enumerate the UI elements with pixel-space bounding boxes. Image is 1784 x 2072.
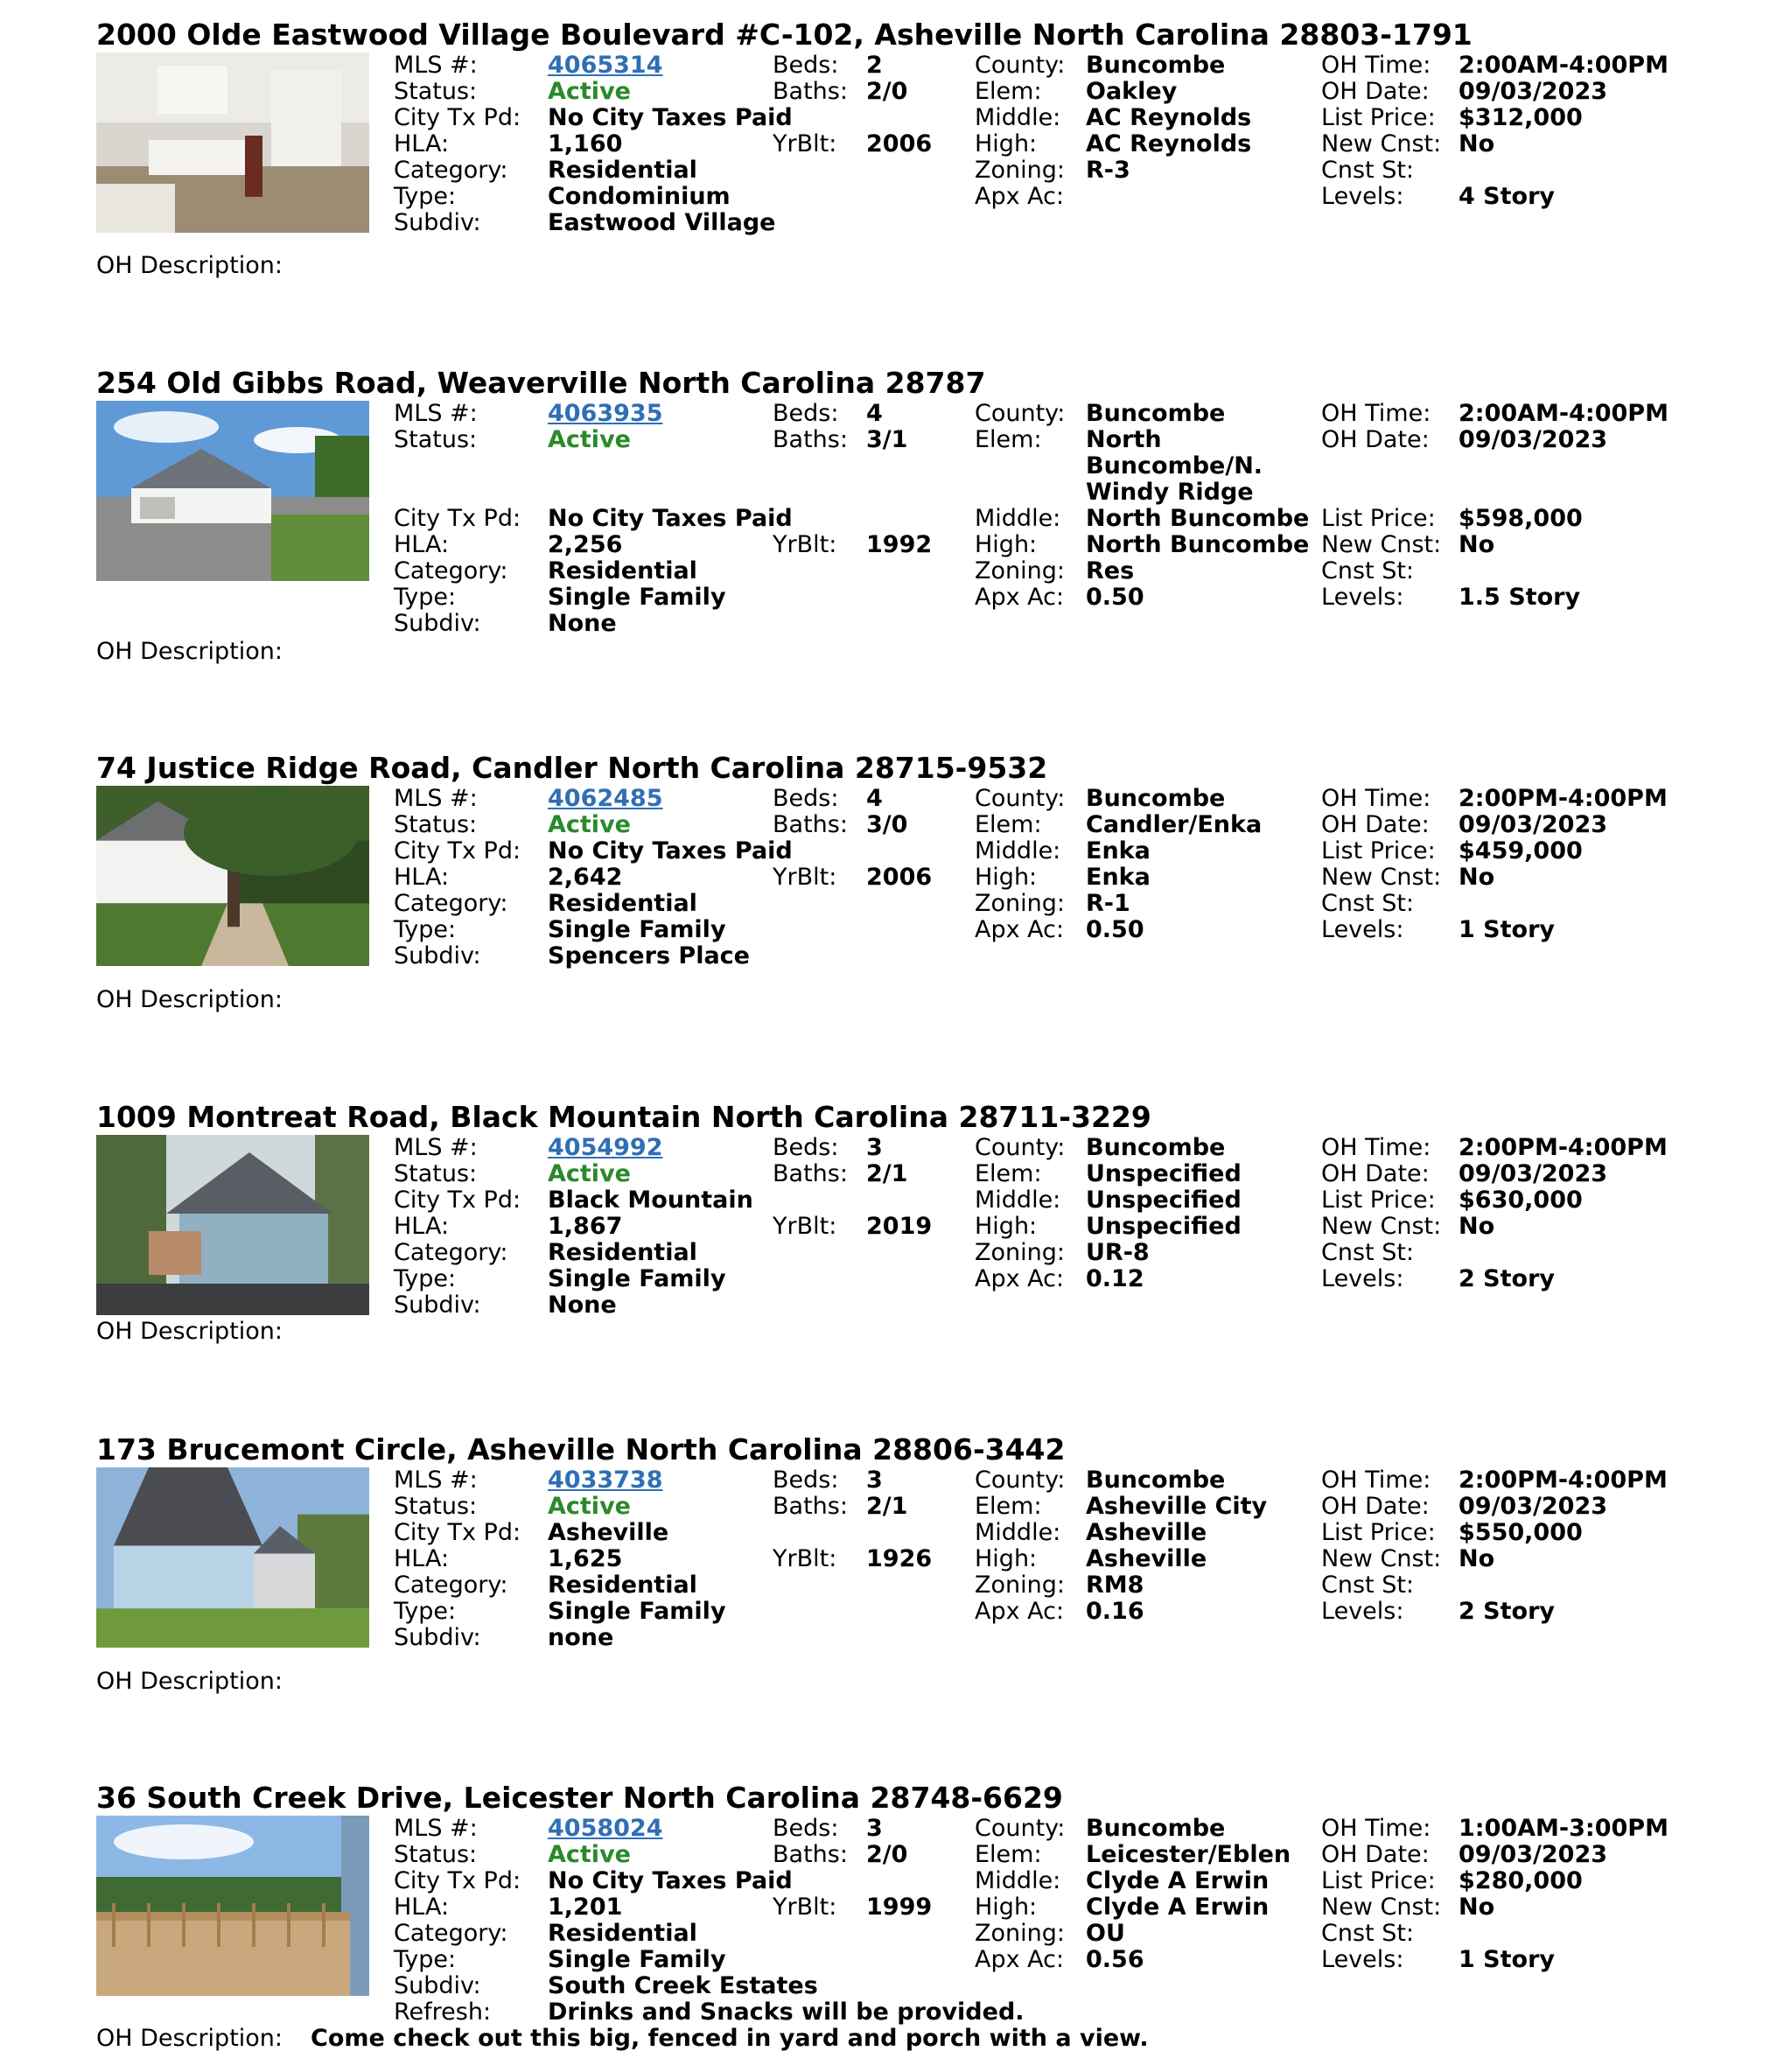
city-tx-value: Asheville xyxy=(548,1519,669,1546)
status-label: Status: xyxy=(394,426,478,453)
hla-value: 1,201 xyxy=(548,1894,623,1921)
baths-value: 2/0 xyxy=(866,78,908,105)
oh-time-value: 2:00PM-4:00PM xyxy=(1459,785,1668,812)
list-price-value: $312,000 xyxy=(1459,104,1583,131)
status-label: Status: xyxy=(394,1841,478,1868)
list-price-label: List Price: xyxy=(1321,1186,1436,1214)
subdiv-value: None xyxy=(548,1292,617,1319)
oh-time-label: OH Time: xyxy=(1321,1815,1431,1842)
category-value: Residential xyxy=(548,1920,697,1947)
yrblt-value: 2019 xyxy=(866,1213,933,1240)
levels-label: Levels: xyxy=(1321,584,1404,611)
oh-description-label: OH Description: xyxy=(96,252,283,279)
elem-value: Leicester/Eblen xyxy=(1086,1841,1291,1868)
subdiv-value: South Creek Estates xyxy=(548,1972,818,1999)
oh-date-value: 09/03/2023 xyxy=(1459,811,1608,838)
status-value: Active xyxy=(548,1841,631,1868)
oh-description xyxy=(96,253,283,279)
mls-label: MLS #: xyxy=(394,1466,478,1494)
zoning-value: OU xyxy=(1086,1920,1125,1947)
levels-value: 1.5 Story xyxy=(1459,584,1581,611)
type-label: Type: xyxy=(394,916,457,943)
new-cnst-value: No xyxy=(1459,130,1495,158)
cnst-st-label: Cnst St: xyxy=(1321,1239,1415,1266)
zoning-label: Zoning: xyxy=(975,1920,1065,1947)
category-value: Residential xyxy=(548,1572,697,1599)
levels-value: 2 Story xyxy=(1459,1265,1556,1292)
city-tx-value: No City Taxes Paid xyxy=(548,104,793,131)
listing-photo[interactable] xyxy=(96,786,369,966)
listing xyxy=(96,18,1706,285)
oh-date-label: OH Date: xyxy=(1321,426,1430,453)
subdiv-value: None xyxy=(548,610,617,637)
listing xyxy=(96,751,1706,1018)
hla-label: HLA: xyxy=(394,1894,450,1921)
high-label: High: xyxy=(975,130,1038,158)
city-tx-label: City Tx Pd: xyxy=(394,1867,521,1894)
baths-label: Baths: xyxy=(773,1841,848,1868)
category-label: Category: xyxy=(394,557,508,584)
beds-label: Beds: xyxy=(773,785,839,812)
new-cnst-value: No xyxy=(1459,1213,1495,1240)
mls-link[interactable]: 4054992 xyxy=(548,1134,663,1161)
middle-value: Unspecified xyxy=(1086,1186,1242,1214)
type-value: Single Family xyxy=(548,1598,726,1625)
new-cnst-label: New Cnst: xyxy=(1321,1213,1442,1240)
city-tx-label: City Tx Pd: xyxy=(394,837,521,864)
zoning-label: Zoning: xyxy=(975,890,1065,917)
oh-description xyxy=(96,639,283,665)
yrblt-value: 2006 xyxy=(866,864,933,891)
elem-label: Elem: xyxy=(975,1493,1042,1520)
city-tx-value: No City Taxes Paid xyxy=(548,1867,793,1894)
middle-label: Middle: xyxy=(975,104,1061,131)
elem-label: Elem: xyxy=(975,78,1042,105)
oh-time-label: OH Time: xyxy=(1321,52,1431,79)
zoning-label: Zoning: xyxy=(975,1239,1065,1266)
category-label: Category: xyxy=(394,1239,508,1266)
oh-date-value: 09/03/2023 xyxy=(1459,1841,1608,1868)
high-label: High: xyxy=(975,864,1038,891)
hla-value: 2,642 xyxy=(548,864,623,891)
status-value: Active xyxy=(548,78,631,105)
middle-label: Middle: xyxy=(975,1867,1061,1894)
middle-value: Asheville xyxy=(1086,1519,1207,1546)
mls-link[interactable]: 4033738 xyxy=(548,1466,663,1494)
county-label: County: xyxy=(975,52,1066,79)
listing-address: 2000 Olde Eastwood Village Boulevard #C-102, Asheville North Carolina 28803-1791 xyxy=(96,18,1473,52)
cnst-st-label: Cnst St: xyxy=(1321,157,1415,184)
beds-value: 2 xyxy=(866,52,883,79)
city-tx-label: City Tx Pd: xyxy=(394,1519,521,1546)
baths-value: 2/1 xyxy=(866,1493,908,1520)
oh-date-value: 09/03/2023 xyxy=(1459,1160,1608,1187)
oh-description-label: OH Description: xyxy=(96,1668,283,1695)
cnst-st-label: Cnst St: xyxy=(1321,1920,1415,1947)
levels-label: Levels: xyxy=(1321,1946,1404,1973)
status-label: Status: xyxy=(394,811,478,838)
apx-ac-value: 0.50 xyxy=(1086,584,1144,611)
oh-date-label: OH Date: xyxy=(1321,811,1430,838)
city-tx-label: City Tx Pd: xyxy=(394,104,521,131)
county-label: County: xyxy=(975,1134,1066,1161)
oh-date-label: OH Date: xyxy=(1321,1160,1430,1187)
listing xyxy=(96,1781,1706,2061)
category-label: Category: xyxy=(394,1572,508,1599)
beds-value: 3 xyxy=(866,1815,883,1842)
oh-date-value: 09/03/2023 xyxy=(1459,426,1608,453)
list-price-label: List Price: xyxy=(1321,1519,1436,1546)
middle-label: Middle: xyxy=(975,1186,1061,1214)
levels-value: 1 Story xyxy=(1459,916,1556,943)
apx-ac-label: Apx Ac: xyxy=(975,1265,1065,1292)
city-tx-value: Black Mountain xyxy=(548,1186,753,1214)
new-cnst-label: New Cnst: xyxy=(1321,130,1442,158)
oh-time-label: OH Time: xyxy=(1321,1134,1431,1161)
category-label: Category: xyxy=(394,1920,508,1947)
beds-value: 4 xyxy=(866,785,883,812)
elem-value: Asheville City xyxy=(1086,1493,1268,1520)
yrblt-label: YrBlt: xyxy=(773,1894,837,1921)
oh-date-value: 09/03/2023 xyxy=(1459,78,1608,105)
baths-value: 3/1 xyxy=(866,426,908,453)
beds-value: 3 xyxy=(866,1134,883,1161)
yrblt-value: 2006 xyxy=(866,130,933,158)
baths-value: 3/0 xyxy=(866,811,908,838)
oh-time-value: 2:00AM-4:00PM xyxy=(1459,52,1669,79)
yrblt-label: YrBlt: xyxy=(773,864,837,891)
oh-time-label: OH Time: xyxy=(1321,400,1431,427)
oh-description xyxy=(96,1319,283,1345)
county-value: Buncombe xyxy=(1086,785,1226,812)
listing-photo[interactable] xyxy=(96,401,369,581)
baths-label: Baths: xyxy=(773,426,848,453)
middle-value: North Buncombe xyxy=(1086,505,1310,532)
subdiv-label: Subdiv: xyxy=(394,610,481,637)
list-price-value: $459,000 xyxy=(1459,837,1583,864)
beds-label: Beds: xyxy=(773,1815,839,1842)
high-label: High: xyxy=(975,531,1038,558)
levels-label: Levels: xyxy=(1321,183,1404,210)
high-value: Asheville xyxy=(1086,1545,1207,1572)
baths-label: Baths: xyxy=(773,811,848,838)
oh-description-value: Come check out this big, fenced in yard and porch with a view. xyxy=(311,2025,1149,2052)
new-cnst-label: New Cnst: xyxy=(1321,531,1442,558)
zoning-label: Zoning: xyxy=(975,557,1065,584)
middle-label: Middle: xyxy=(975,837,1061,864)
elem-label: Elem: xyxy=(975,1160,1042,1187)
listing xyxy=(96,1100,1706,1350)
listing-photo[interactable] xyxy=(96,1467,369,1648)
new-cnst-label: New Cnst: xyxy=(1321,1545,1442,1572)
mls-label: MLS #: xyxy=(394,1134,478,1161)
apx-ac-label: Apx Ac: xyxy=(975,1946,1065,1973)
oh-description-label: OH Description: xyxy=(96,2025,283,2052)
new-cnst-value: No xyxy=(1459,531,1495,558)
new-cnst-value: No xyxy=(1459,1894,1495,1921)
subdiv-label: Subdiv: xyxy=(394,1292,481,1319)
county-label: County: xyxy=(975,1815,1066,1842)
oh-description-label: OH Description: xyxy=(96,986,283,1013)
apx-ac-label: Apx Ac: xyxy=(975,183,1065,210)
yrblt-label: YrBlt: xyxy=(773,1545,837,1572)
listing xyxy=(96,366,1706,677)
elem-value: North Buncombe/N. Windy Ridge xyxy=(1086,426,1263,506)
type-label: Type: xyxy=(394,183,457,210)
levels-value: 4 Story xyxy=(1459,183,1556,210)
oh-date-label: OH Date: xyxy=(1321,1841,1430,1868)
county-label: County: xyxy=(975,400,1066,427)
middle-label: Middle: xyxy=(975,1519,1061,1546)
oh-time-label: OH Time: xyxy=(1321,785,1431,812)
mls-link[interactable]: 4063935 xyxy=(548,400,663,427)
type-label: Type: xyxy=(394,584,457,611)
county-label: County: xyxy=(975,1466,1066,1494)
apx-ac-label: Apx Ac: xyxy=(975,584,1065,611)
refresh-label: Refresh: xyxy=(394,1998,492,2026)
list-price-value: $598,000 xyxy=(1459,505,1583,532)
baths-label: Baths: xyxy=(773,1493,848,1520)
listing-address: 173 Brucemont Circle, Asheville North Carolina 28806-3442 xyxy=(96,1432,1066,1466)
elem-label: Elem: xyxy=(975,811,1042,838)
zoning-value: R-1 xyxy=(1086,890,1130,917)
zoning-value: Res xyxy=(1086,557,1135,584)
listing-address: 74 Justice Ridge Road, Candler North Carolina 28715-9532 xyxy=(96,751,1048,785)
new-cnst-label: New Cnst: xyxy=(1321,864,1442,891)
hla-label: HLA: xyxy=(394,1213,450,1240)
oh-date-value: 09/03/2023 xyxy=(1459,1493,1608,1520)
yrblt-label: YrBlt: xyxy=(773,130,837,158)
status-label: Status: xyxy=(394,1493,478,1520)
oh-description xyxy=(96,1669,283,1695)
beds-label: Beds: xyxy=(773,400,839,427)
category-label: Category: xyxy=(394,157,508,184)
oh-description-label: OH Description: xyxy=(96,1318,283,1345)
subdiv-value: none xyxy=(548,1624,614,1651)
new-cnst-value: No xyxy=(1459,1545,1495,1572)
yrblt-label: YrBlt: xyxy=(773,531,837,558)
yrblt-label: YrBlt: xyxy=(773,1213,837,1240)
levels-label: Levels: xyxy=(1321,1598,1404,1625)
county-label: County: xyxy=(975,785,1066,812)
beds-label: Beds: xyxy=(773,1134,839,1161)
type-value: Single Family xyxy=(548,1946,726,1973)
county-value: Buncombe xyxy=(1086,1466,1226,1494)
status-value: Active xyxy=(548,1493,631,1520)
hla-label: HLA: xyxy=(394,531,450,558)
status-label: Status: xyxy=(394,1160,478,1187)
subdiv-label: Subdiv: xyxy=(394,1624,481,1651)
high-label: High: xyxy=(975,1894,1038,1921)
yrblt-value: 1926 xyxy=(866,1545,933,1572)
list-price-value: $280,000 xyxy=(1459,1867,1583,1894)
mls-link[interactable]: 4062485 xyxy=(548,785,663,812)
cnst-st-label: Cnst St: xyxy=(1321,1572,1415,1599)
zoning-value: RM8 xyxy=(1086,1572,1144,1599)
category-label: Category: xyxy=(394,890,508,917)
apx-ac-label: Apx Ac: xyxy=(975,1598,1065,1625)
city-tx-label: City Tx Pd: xyxy=(394,1186,521,1214)
hla-label: HLA: xyxy=(394,1545,450,1572)
subdiv-label: Subdiv: xyxy=(394,942,481,970)
oh-time-value: 2:00AM-4:00PM xyxy=(1459,400,1669,427)
hla-label: HLA: xyxy=(394,864,450,891)
baths-value: 2/1 xyxy=(866,1160,908,1187)
oh-date-label: OH Date: xyxy=(1321,1493,1430,1520)
oh-time-label: OH Time: xyxy=(1321,1466,1431,1494)
subdiv-value: Eastwood Village xyxy=(548,209,776,236)
oh-description xyxy=(96,2025,1149,2052)
yrblt-value: 1999 xyxy=(866,1894,933,1921)
list-price-value: $550,000 xyxy=(1459,1519,1583,1546)
county-value: Buncombe xyxy=(1086,1134,1226,1161)
subdiv-label: Subdiv: xyxy=(394,209,481,236)
levels-label: Levels: xyxy=(1321,916,1404,943)
middle-value: Enka xyxy=(1086,837,1151,864)
middle-label: Middle: xyxy=(975,505,1061,532)
listing-photo[interactable] xyxy=(96,52,369,233)
apx-ac-label: Apx Ac: xyxy=(975,916,1065,943)
zoning-value: R-3 xyxy=(1086,157,1130,184)
type-value: Single Family xyxy=(548,916,726,943)
status-value: Active xyxy=(548,1160,631,1187)
levels-value: 2 Story xyxy=(1459,1598,1556,1625)
listing-address: 254 Old Gibbs Road, Weaverville North Carolina 28787 xyxy=(96,366,986,400)
city-tx-value: No City Taxes Paid xyxy=(548,505,793,532)
type-label: Type: xyxy=(394,1265,457,1292)
refresh-value: Drinks and Snacks will be provided. xyxy=(548,1998,1025,2026)
category-value: Residential xyxy=(548,557,697,584)
status-label: Status: xyxy=(394,78,478,105)
cnst-st-label: Cnst St: xyxy=(1321,557,1415,584)
mls-label: MLS #: xyxy=(394,400,478,427)
yrblt-value: 1992 xyxy=(866,531,933,558)
hla-label: HLA: xyxy=(394,130,450,158)
subdiv-label: Subdiv: xyxy=(394,1972,481,1999)
list-price-label: List Price: xyxy=(1321,837,1436,864)
hla-value: 1,160 xyxy=(548,130,623,158)
type-label: Type: xyxy=(394,1598,457,1625)
city-tx-value: No City Taxes Paid xyxy=(548,837,793,864)
listing-photo[interactable] xyxy=(96,1816,369,1996)
oh-date-label: OH Date: xyxy=(1321,78,1430,105)
list-price-value: $630,000 xyxy=(1459,1186,1583,1214)
oh-time-value: 2:00PM-4:00PM xyxy=(1459,1466,1668,1494)
hla-value: 1,625 xyxy=(548,1545,623,1572)
elem-label: Elem: xyxy=(975,426,1042,453)
high-value: Clyde A Erwin xyxy=(1086,1894,1270,1921)
beds-label: Beds: xyxy=(773,1466,839,1494)
cnst-st-label: Cnst St: xyxy=(1321,890,1415,917)
baths-label: Baths: xyxy=(773,1160,848,1187)
high-value: Enka xyxy=(1086,864,1151,891)
county-value: Buncombe xyxy=(1086,400,1226,427)
high-label: High: xyxy=(975,1213,1038,1240)
oh-time-value: 1:00AM-3:00PM xyxy=(1459,1815,1669,1842)
hla-value: 1,867 xyxy=(548,1213,623,1240)
elem-value: Candler/Enka xyxy=(1086,811,1263,838)
status-value: Active xyxy=(548,426,631,453)
city-tx-label: City Tx Pd: xyxy=(394,505,521,532)
beds-value: 3 xyxy=(866,1466,883,1494)
zoning-label: Zoning: xyxy=(975,1572,1065,1599)
category-value: Residential xyxy=(548,1239,697,1266)
status-value: Active xyxy=(548,811,631,838)
mls-label: MLS #: xyxy=(394,1815,478,1842)
listing-address: 36 South Creek Drive, Leicester North Carolina 28748-6629 xyxy=(96,1781,1063,1815)
beds-value: 4 xyxy=(866,400,883,427)
subdiv-value: Spencers Place xyxy=(548,942,750,970)
high-value: North Buncombe xyxy=(1086,531,1310,558)
category-value: Residential xyxy=(548,157,697,184)
elem-label: Elem: xyxy=(975,1841,1042,1868)
beds-label: Beds: xyxy=(773,52,839,79)
high-value: AC Reynolds xyxy=(1086,130,1252,158)
type-value: Single Family xyxy=(548,584,726,611)
oh-description-label: OH Description: xyxy=(96,638,283,665)
list-price-label: List Price: xyxy=(1321,1867,1436,1894)
middle-value: Clyde A Erwin xyxy=(1086,1867,1270,1894)
new-cnst-label: New Cnst: xyxy=(1321,1894,1442,1921)
oh-time-value: 2:00PM-4:00PM xyxy=(1459,1134,1668,1161)
apx-ac-value: 0.12 xyxy=(1086,1265,1144,1292)
high-value: Unspecified xyxy=(1086,1213,1242,1240)
county-value: Buncombe xyxy=(1086,1815,1226,1842)
baths-label: Baths: xyxy=(773,78,848,105)
type-value: Condominium xyxy=(548,183,731,210)
listing-photo[interactable] xyxy=(96,1135,369,1315)
oh-description xyxy=(96,987,283,1013)
baths-value: 2/0 xyxy=(866,1841,908,1868)
listing xyxy=(96,1432,1706,1700)
type-label: Type: xyxy=(394,1946,457,1973)
list-price-label: List Price: xyxy=(1321,505,1436,532)
apx-ac-value: 0.16 xyxy=(1086,1598,1144,1625)
zoning-label: Zoning: xyxy=(975,157,1065,184)
mls-label: MLS #: xyxy=(394,52,478,79)
list-price-label: List Price: xyxy=(1321,104,1436,131)
apx-ac-value: 0.50 xyxy=(1086,916,1144,943)
category-value: Residential xyxy=(548,890,697,917)
hla-value: 2,256 xyxy=(548,531,623,558)
high-label: High: xyxy=(975,1545,1038,1572)
new-cnst-value: No xyxy=(1459,864,1495,891)
levels-label: Levels: xyxy=(1321,1265,1404,1292)
county-value: Buncombe xyxy=(1086,52,1226,79)
middle-value: AC Reynolds xyxy=(1086,104,1252,131)
apx-ac-value: 0.56 xyxy=(1086,1946,1144,1973)
mls-link[interactable]: 4065314 xyxy=(548,52,663,79)
levels-value: 1 Story xyxy=(1459,1946,1556,1973)
mls-link[interactable]: 4058024 xyxy=(548,1815,663,1842)
elem-value: Unspecified xyxy=(1086,1160,1242,1187)
listing-address: 1009 Montreat Road, Black Mountain North Carolina 28711-3229 xyxy=(96,1100,1151,1134)
type-value: Single Family xyxy=(548,1265,726,1292)
mls-label: MLS #: xyxy=(394,785,478,812)
zoning-value: UR-8 xyxy=(1086,1239,1150,1266)
elem-value: Oakley xyxy=(1086,78,1178,105)
